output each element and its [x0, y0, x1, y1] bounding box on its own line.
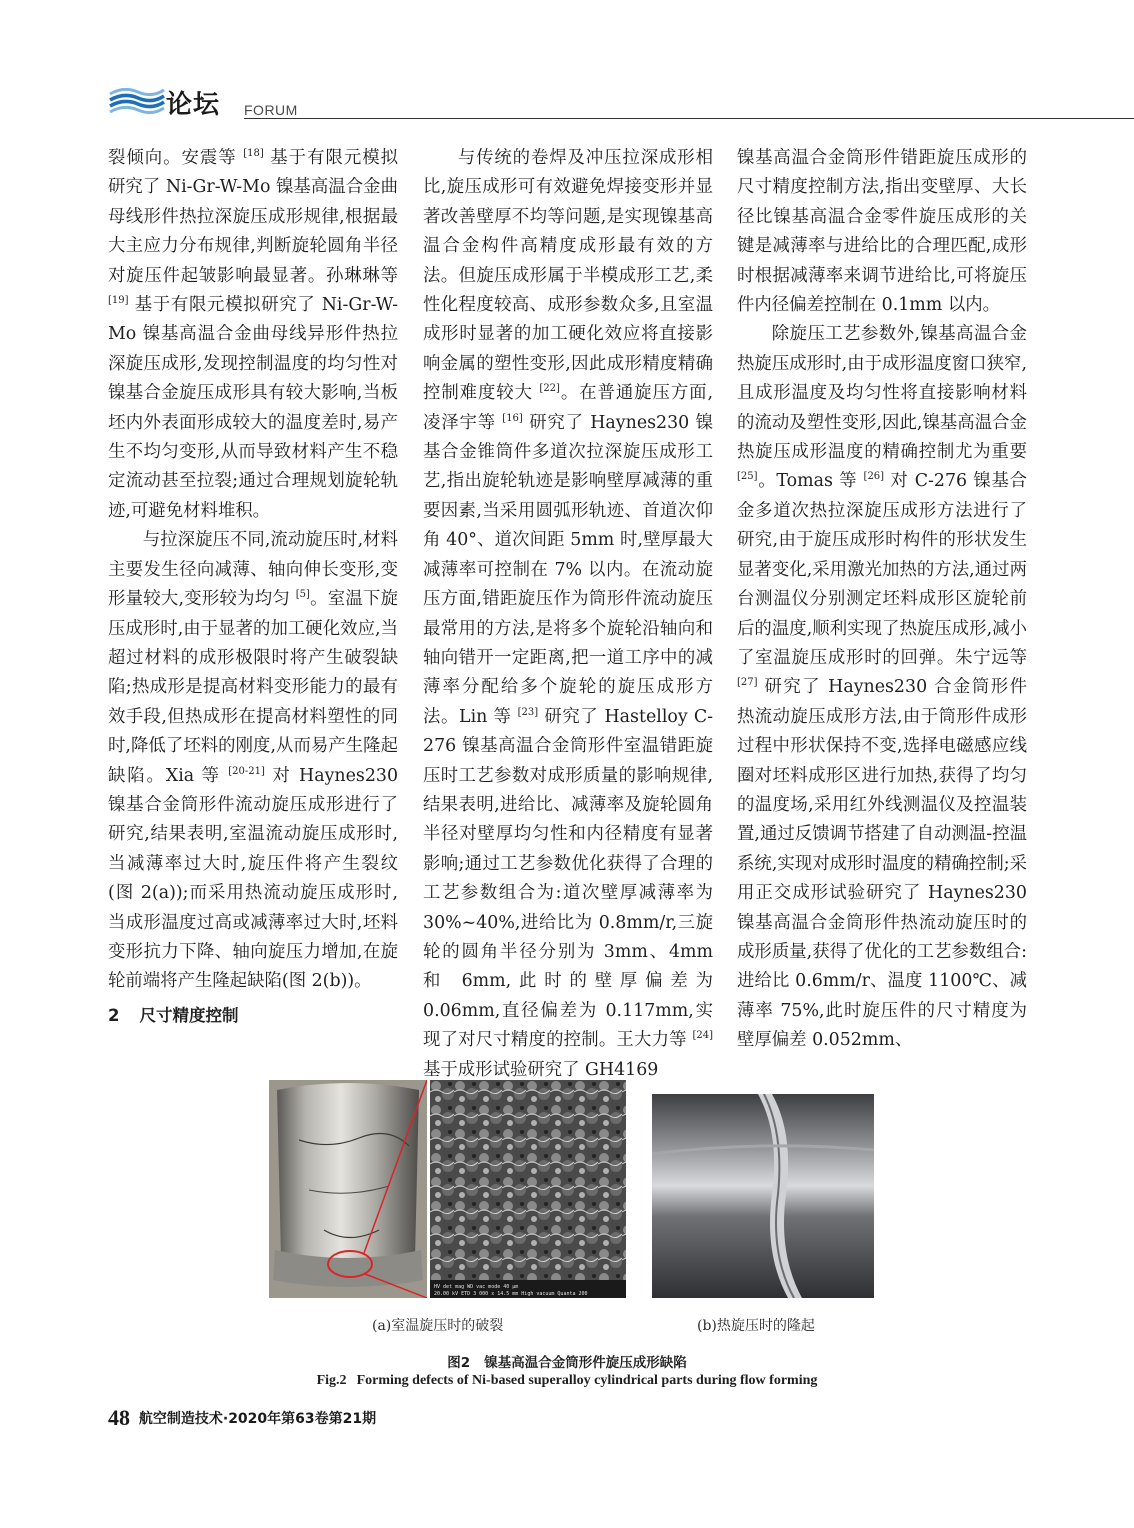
caption-b: (b)热旋压时的隆起 [697, 1318, 815, 1334]
forum-logo-icon [108, 84, 166, 118]
figure-caption-cn: 图2 镍基高温合金筒形件旋压成形缺陷 [447, 1355, 687, 1371]
text-column-1 [108, 144, 398, 1030]
header-rule [244, 118, 1134, 119]
col1-paragraph-1: 裂倾向。安震等 [18] 基于有限元模拟研究了 Ni-Gr-W-Mo 镍基高温合金曲母线形件热拉深旋压成形规律,根据最大主应力分布规律,判断旋轮圆角半径对旋压件起皱影响最显著。孙琳琳等 [19] 基于有限元模拟研究了 Ni-Gr-W-Mo 镍基高温合金曲母线异形件热拉深旋压成形,发现控制温度的均匀性对镍基合金旋压成形具有较大影响,当板坯内外表面形成较大的温度差时,易产生不均匀变形,从而导致材料产生不稳定流动甚至拉裂;通过合理规划旋轮轨迹,可避免材料堆积。 [108, 148, 398, 521]
section-title-en: FORUM [244, 102, 298, 118]
figure-2 [0, 1070, 1134, 1410]
section-heading: 2 尺寸精度控制 [108, 1005, 239, 1025]
figure-caption-en: Fig.2 Forming defects of Ni-based superalloy cylindrical parts during flow forming [316, 1373, 818, 1388]
col1-paragraph-2: 与拉深旋压不同,流动旋压时,材料主要发生径向减薄、轴向伸长变形,变形量较大,变形较为均匀 [5]。室温下旋压成形时,由于显著的加工硬化效应,当超过材料的成形极限时将产生破裂缺陷;热成形是提高材料变形能力的最有效手段,但热成形在提高材料塑性的同时,降低了坯料的刚度,从而易产生隆起缺陷。Xia 等 [20-21] 对 Haynes230 镍基合金筒形件流动旋压成形进行了研究,结果表明,室温流动旋压成形时,当减薄率过大时,旋压件将产生裂纹(图 2(a));而采用热流动旋压成形时,当成形温度过高或减薄率过大时,坯料变形抗力下降、轴向旋压力增加,在旋轮前端将产生隆起缺陷(图 2(b))。 [108, 530, 399, 992]
col2-paragraph-1: 与传统的卷焊及冲压拉深成形相比,旋压成形可有效避免焊接变形并显著改善壁厚不均等问题,是实现镍基高温合金构件高精度成形最有效的方法。但旋压成形属于半模成形工艺,柔性化程度较高、成形参数众多,且室温成形时显著的加工硬化效应将直接影响金属的塑性变形,因此成形精度精确控制难度较大 [22]。在普通旋压方面,凌泽宇等 [16] 研究了 Haynes230 镍基合金锥筒件多道次拉深旋压成形工艺,指出旋轮轨迹是影响壁厚减薄的重要因素,当采用圆弧形轨迹、首道次仰角 40°、道次间距 5mm 时,壁厚最大减薄率可控制在 7% 以内。在流动旋压方面,错距旋压作为筒形件流动旋压最常用的方法,是将多个旋轮沿轴向和轴向错开一定距离,把一道工序中的减薄率分配给多个旋轮的旋压成形方法。Lin 等 [23] 研究了 Hastelloy C-276 镍基高温合金筒形件室温错距旋压时工艺参数对成形质量的影响规律,结果表明,进给比、减薄率及旋轮圆角半径对壁厚均匀性和内径精度有显著影响;通过工艺参数优化获得了合理的工艺参数组合为:道次壁厚减薄率为 30%~40%,进给比为 0.8mm/r,三旋轮的圆角半径分别为 3mm、4mm 和 6mm,此时的壁厚偏差为 0.06mm,直径偏差为 0.117mm,实现了对尺寸精度的控制。王大力等 [24] 基于成形试验研究了 GH4169 [423, 148, 714, 1080]
page-number: 48 [108, 1405, 130, 1430]
text-column-3 [737, 144, 1027, 1056]
sem-fracture-micrograph [430, 1080, 626, 1298]
section-title-cn: 论坛 [166, 90, 221, 120]
journal-info: 航空制造技术·2020年第63卷第21期 [138, 1411, 377, 1427]
text-column-2 [423, 144, 713, 1085]
svg-text:HV det mag WD vac mode: HV det mag WD vac mode 40 μm [434, 1284, 519, 1290]
cracked-cylinder-photo [269, 1080, 427, 1298]
page-header [108, 82, 1134, 122]
col3-paragraph-1: 镍基高温合金筒形件错距旋压成形的尺寸精度控制方法,指出变壁厚、大长径比镍基高温合金零件旋压成形的关键是减薄率与进给比的合理匹配,成形时根据减薄率来调节进给比,可将旋压件内径偏差控制在 0.1mm 以内。 [737, 148, 1027, 316]
bulge-defect-photo [652, 1094, 874, 1298]
svg-text:20.00 kV ETD 3 000 x 14.5 mm H: 20.00 kV ETD 3 000 x 14.5 mm High vacuum Quanta 200 [434, 1291, 588, 1297]
caption-a: (a)室温旋压时的破裂 [372, 1318, 504, 1334]
col3-paragraph-2: 除旋压工艺参数外,镍基高温合金热旋压成形时,由于成形温度窗口狭窄,且成形温度及均匀性将直接影响材料的流动及塑性变形,因此,镍基高温合金热旋压成形温度的精确控制尤为重要 [25]。Tomas 等 [26] 对 C-276 镍基合金多道次热拉深旋压成形方法进行了研究,由于旋压成形时构件的形状发生显著变化,采用激光加热的方法,通过两台测温仪分别测定坯料成形区旋轮前后的温度,顺利实现了热旋压成形,减小了室温旋压成形时的回弹。朱宁远等 [27] 研究了 Haynes230 合金筒形件热流动旋压成形方法,由于筒形件成形过程中形状保持不变,选择电磁感应线圈对坯料成形区进行加热,获得了均匀的温度场,采用红外线测温仪及控温装置,通过反馈调节搭建了自动测温-控温系统,实现对成形时温度的精确控制;采用正交成形试验研究了 Haynes230 镍基高温合金筒形件热流动旋压时的成形质量,获得了优化的工艺参数组合:进给比 0.6mm/r、温度 1100℃、减薄率 75%,此时旋压件的尺寸精度为壁厚偏差 0.052mm、 [737, 324, 1028, 1051]
page-footer [108, 1405, 376, 1431]
